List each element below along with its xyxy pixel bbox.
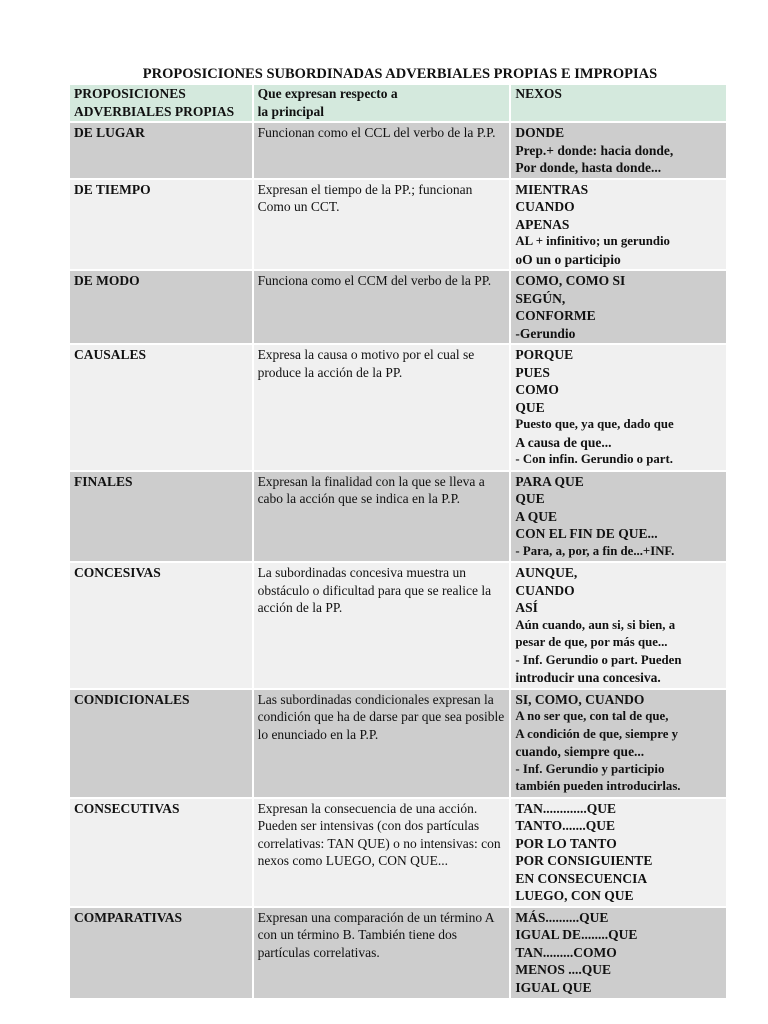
nexo-item: A no ser que, con tal de que, <box>515 709 669 723</box>
nexo-item: LUEGO, CON QUE <box>515 888 634 903</box>
nexo-item: Por donde, hasta donde... <box>515 160 662 175</box>
proposition-name: DE MODO <box>70 270 253 344</box>
nexo-item: cuando, siempre que... <box>515 744 645 759</box>
nexo-item: A condición de que, siempre y <box>515 726 679 741</box>
proposition-description: Expresan el tiempo de la PP.; funcionan Como un CCT. <box>253 179 511 271</box>
nexo-item: PUES <box>515 364 550 380</box>
nexo-item: A causa de que... <box>515 434 612 450</box>
proposition-nexos <box>510 907 726 999</box>
document-title: PROPOSICIONES SUBORDINADAS ADVERBIALES PROPIAS E IMPROPIAS <box>142 66 658 82</box>
nexo-item: - Con infin. Gerundio o part. <box>515 452 673 466</box>
nexo-item: QUE <box>515 491 545 506</box>
header-meaning <box>253 84 511 122</box>
proposition-nexos <box>510 122 726 179</box>
nexo-item: DONDE <box>515 125 565 140</box>
nexo-item: TAN.............QUE <box>515 800 617 816</box>
nexo-item: ASÍ <box>515 600 538 615</box>
proposition-nexos <box>510 471 726 563</box>
proposition-nexos <box>510 562 726 689</box>
proposition-name: DE LUGAR <box>70 122 253 179</box>
proposition-nexos <box>510 270 726 344</box>
nexo-item: AL + infinitivo; un gerundio <box>515 234 670 248</box>
nexo-item: CON EL FIN DE QUE... <box>515 526 658 541</box>
table-row <box>70 798 726 907</box>
nexo-item: - Para, a, por, a fin de...+INF. <box>515 543 675 558</box>
nexo-item: IGUAL QUE <box>515 979 592 995</box>
nexo-item: AUNQUE, <box>515 565 578 580</box>
proposition-description: Expresan una comparación de un término A con un término B. También tiene dos partículas correlativas. <box>253 907 511 999</box>
nexo-item: Aún cuando, aun si, si bien, a <box>515 617 676 632</box>
nexo-item: PARA QUE <box>515 473 584 489</box>
nexo-item: - Inf. Gerundio y participio <box>515 761 665 776</box>
nexo-item: COMO, COMO SI <box>515 273 626 288</box>
table-row <box>70 344 726 471</box>
table-row <box>70 122 726 179</box>
proposition-name: FINALES <box>70 471 253 563</box>
proposition-description: La subordinadas concesiva muestra un obstáculo o dificultad para que se realice la acción de la PP. <box>253 562 511 689</box>
nexo-item: también pueden introducirlas. <box>515 779 681 793</box>
nexo-item: POR CONSIGUIENTE <box>515 853 653 868</box>
nexo-item: IGUAL DE........QUE <box>515 927 638 942</box>
proposition-description: Las subordinadas condicionales expresan la condición que ha de darse par que sea posible lo enunciado en la P.P. <box>253 689 511 798</box>
nexo-item: COMO <box>515 382 559 397</box>
header-propositions-line1: PROPOSICIONES <box>74 86 186 101</box>
nexo-item: TANTO.......QUE <box>515 818 616 833</box>
nexo-item: MÁS..........QUE <box>515 909 609 925</box>
nexo-item: APENAS <box>515 216 570 232</box>
nexo-item: MIENTRAS <box>515 181 589 197</box>
header-meaning-line2: la principal <box>257 103 324 119</box>
table-row <box>70 471 726 563</box>
header-meaning-line1: Que expresan respecto a <box>257 86 398 101</box>
nexo-item: SEGÚN, <box>515 290 566 306</box>
nexo-item: - Inf. Gerundio o part. Pueden <box>515 652 682 667</box>
nexo-item: oO un o participio <box>515 251 621 267</box>
nexo-item: POR LO TANTO <box>515 835 617 851</box>
proposition-name: CONSECUTIVAS <box>70 798 253 907</box>
nexo-item: Puesto que, ya que, dado que <box>515 417 674 431</box>
nexo-item: QUE <box>515 399 545 415</box>
proposition-nexos <box>510 179 726 271</box>
nexo-item: Prep.+ donde: hacia donde, <box>515 142 674 158</box>
table-row <box>70 907 726 999</box>
nexo-item: A QUE <box>515 508 558 524</box>
header-propositions-line2: ADVERBIALES PROPIAS <box>74 103 235 119</box>
table-row <box>70 179 726 271</box>
nexo-item: -Gerundio <box>515 325 576 341</box>
table-row <box>70 562 726 689</box>
proposition-name: CONDICIONALES <box>70 689 253 798</box>
nexo-item: PORQUE <box>515 347 574 362</box>
proposition-name: COMPARATIVAS <box>70 907 253 999</box>
proposition-description: Expresan la consecuencia de una acción. Pueden ser intensivas (con dos partículas correlativas: TAN QUE) o no intensivas: con nexos como LUEGO, CON QUE... <box>253 798 511 907</box>
proposition-description: Expresan la finalidad con la que se lleva a cabo la acción que se indica en la P.P. <box>253 471 511 563</box>
proposition-name: CONCESIVAS <box>70 562 253 689</box>
table-row <box>70 270 726 344</box>
header-propositions <box>70 84 253 122</box>
proposition-description: Expresa la causa o motivo por el cual se produce la acción de la PP. <box>253 344 511 471</box>
proposition-description: Funciona como el CCM del verbo de la PP. <box>253 270 511 344</box>
nexo-item: EN CONSECUENCIA <box>515 870 648 886</box>
nexo-item: SI, COMO, CUANDO <box>515 691 645 707</box>
proposition-nexos <box>510 798 726 907</box>
proposition-name: CAUSALES <box>70 344 253 471</box>
nexo-item: CUANDO <box>515 582 575 598</box>
table-header-row <box>70 84 726 122</box>
proposition-nexos <box>510 344 726 471</box>
header-nexos: NEXOS <box>510 84 726 122</box>
proposition-name: DE TIEMPO <box>70 179 253 271</box>
proposition-nexos <box>510 689 726 798</box>
nexo-item: pesar de que, por más que... <box>515 635 668 649</box>
propositions-table <box>70 83 726 1000</box>
nexo-item: MENOS ....QUE <box>515 962 612 977</box>
proposition-description: Funcionan como el CCL del verbo de la P.P. <box>253 122 511 179</box>
nexo-item: CONFORME <box>515 308 596 323</box>
nexo-item: CUANDO <box>515 199 575 214</box>
table-row <box>70 689 726 798</box>
nexo-item: TAN.........COMO <box>515 944 617 960</box>
nexo-item: introducir una concesiva. <box>515 670 661 685</box>
